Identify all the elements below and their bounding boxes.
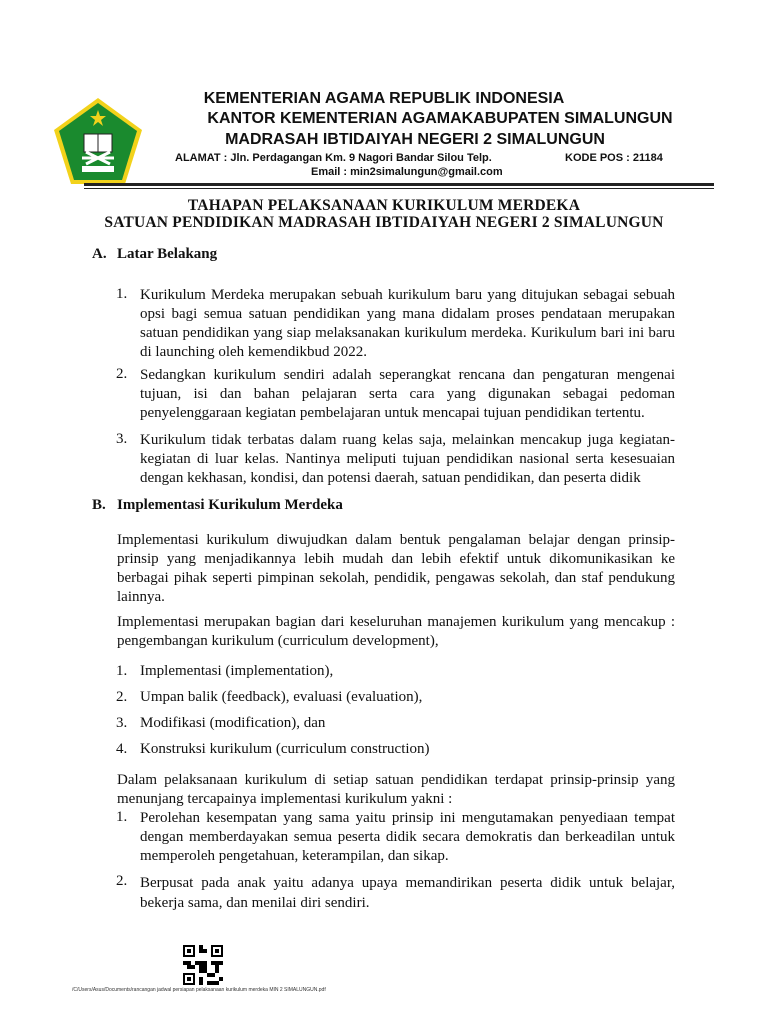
letterhead-line2: KANTOR KEMENTERIAN AGAMAKABUPATEN SIMALUNGUN: [207, 110, 673, 127]
section-a-label: A.: [92, 246, 107, 262]
footer-file-path: /C/Users/Asus/Documents/rancangan jadwal persiapan pelaksanaan kurikulum merdeka MIN 2 SIMALUNGUN.pdf: [72, 987, 326, 993]
list-item: Sedangkan kurikulum sendiri adalah seperangkat rencana dan pengaturan mengenai tujuan, isi dan bahan pelajaran serta cara yang digunakan sebagai pedoman penyelenggaraan kegiatan pembelajaran untuk mencapai tujuan pendidikan tertentu.: [140, 367, 675, 421]
list-number: 3.: [116, 431, 128, 447]
list-item: Konstruksi kurikulum (curriculum construction): [140, 741, 430, 757]
paragraph: Dalam pelaksanaan kurikulum di setiap satuan pendidikan terdapat prinsip-prinsip yang menunjang tercapainya implementasi kurikulum yakni :: [117, 772, 675, 807]
qr-code-icon: [183, 945, 223, 985]
section-b-heading: Implementasi Kurikulum Merdeka: [117, 497, 343, 513]
document-title-line2: SATUAN PENDIDIKAN MADRASAH IBTIDAIYAH NEGERI 2 SIMALUNGUN: [104, 214, 664, 231]
list-number: 2.: [116, 873, 128, 889]
list-item: Berpusat pada anak yaitu adanya upaya memandirikan peserta didik untuk belajar, bekerja sama, dan menilai diri sendiri.: [140, 875, 675, 911]
letterhead-email: Email : min2simalungun@gmail.com: [311, 166, 503, 178]
letterhead-divider: [84, 183, 714, 186]
list-number: 1.: [116, 809, 128, 825]
list-item: Implementasi (implementation),: [140, 663, 334, 679]
letterhead-divider-thin: [84, 188, 714, 189]
paragraph: Implementasi kurikulum diwujudkan dalam bentuk pengalaman belajar dengan prinsip-prinsip yang menjadikannya lebih mudah dan lebih efektif untuk dikomunikasikan ke berbagai pihak seperti pimpinan sekolah, pendidik, pengawas sekolah, dan staf pendukung lainnya.: [117, 532, 675, 605]
list-item: Modifikasi (modification), dan: [140, 715, 326, 731]
list-number: 1.: [116, 663, 128, 679]
list-number: 2.: [116, 366, 128, 382]
list-number: 3.: [116, 715, 128, 731]
list-item: Umpan balik (feedback), evaluasi (evaluation),: [140, 689, 423, 705]
letterhead-address: ALAMAT : Jln. Perdagangan Km. 9 Nagori Bandar Silou Telp.: [175, 152, 492, 164]
list-number: 2.: [116, 689, 128, 705]
list-number: 1.: [116, 286, 128, 302]
list-number: 4.: [116, 741, 128, 757]
letterhead-line1: KEMENTERIAN AGAMA REPUBLIK INDONESIA: [203, 90, 565, 107]
section-b-label: B.: [92, 497, 106, 513]
list-item: Kurikulum Merdeka merupakan sebuah kurikulum baru yang ditujukan sebagai sebuah opsi bagi semua satuan pendidikan yang mana didalam proses pendataan merupakan satuan pendidikan yang siap melaksanakan kurikulum merdeka. Kurikulum bari ini baru di launching oleh kemendikbud 2022.: [140, 287, 675, 360]
letterhead-line3: MADRASAH IBTIDAIYAH NEGERI 2 SIMALUNGUN: [225, 131, 605, 148]
list-item: Kurikulum tidak terbatas dalam ruang kelas saja, melainkan mencakup juga kegiatan-kegiatan di luar kelas. Nantinya meliputi tujuan pendidikan nasional serta kesesuaian dengan kekhasan, kondisi, dan potensi daerah, satuan pendidikan, dan peserta didik: [140, 432, 675, 486]
list-item: Perolehan kesempatan yang sama yaitu prinsip ini mengutamakan penyediaan tempat dengan memberdayakan semua peserta didik secara demokratis dan berkeadilan untuk memperoleh pengetahuan, keterampilan, dan sikap.: [140, 810, 675, 864]
section-a-heading: Latar Belakang: [117, 246, 218, 262]
paragraph: Implementasi merupakan bagian dari keseluruhan manajemen kurikulum yang mencakup : pengembangan kurikulum (curriculum development),: [117, 614, 675, 649]
document-title-line1: TAHAPAN PELAKSANAAN KURIKULUM MERDEKA: [187, 197, 581, 214]
letterhead-postcode: KODE POS : 21184: [565, 152, 663, 164]
